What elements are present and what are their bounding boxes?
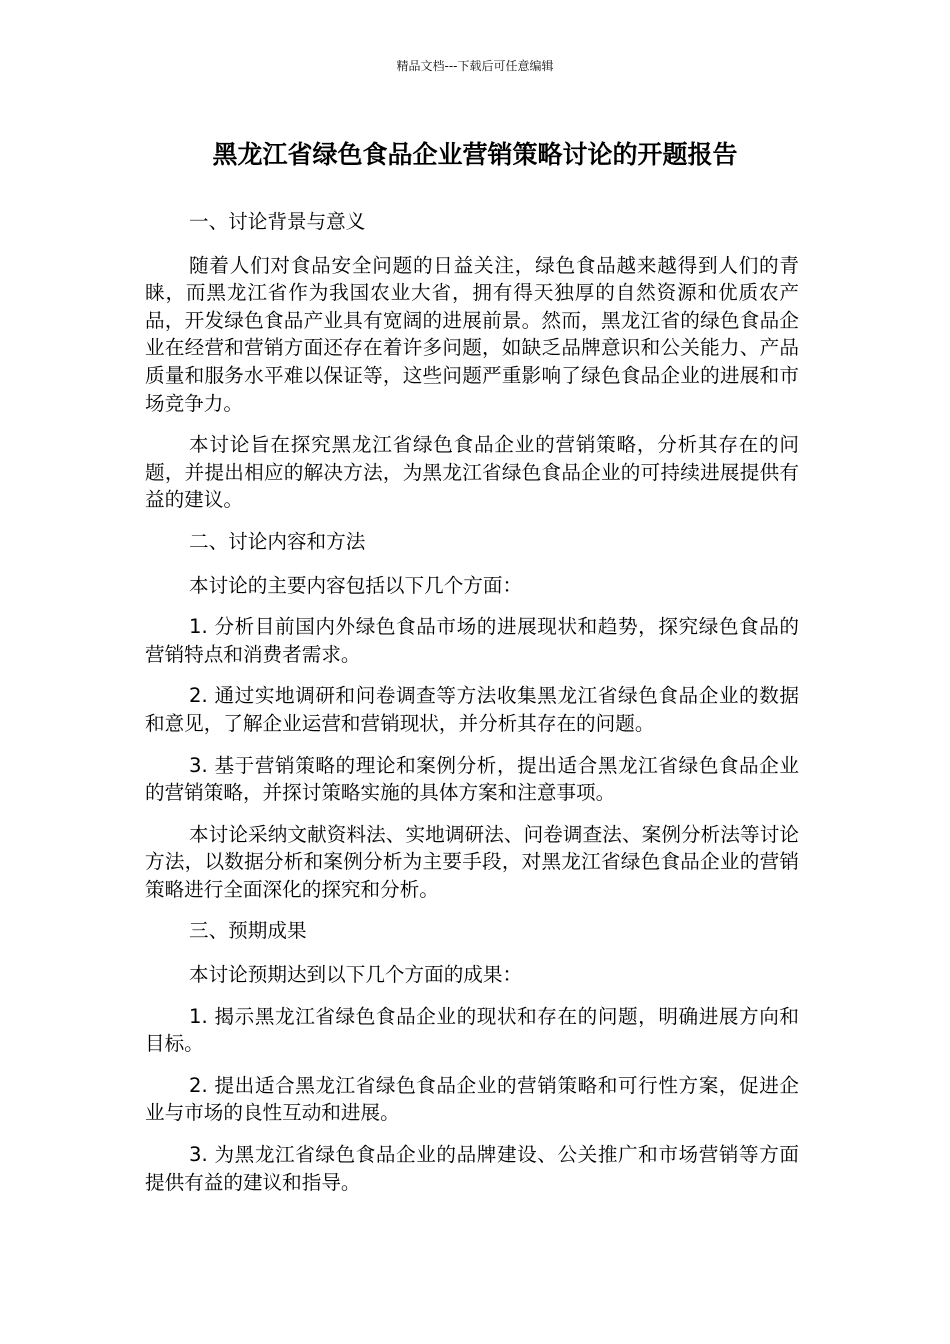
list-item-result-2: 2. 提出适合黑龙江省绿色食品企业的营销策略和可行性方案，促进企业与市场的良性互动和进展。 — [145, 1073, 799, 1125]
document-body — [145, 208, 799, 1210]
list-item-content-1: 1. 分析目前国内外绿色食品市场的进展现状和趋势，探究绿色食品的营销特点和消费者需求。 — [145, 615, 799, 666]
section-heading-background: 一、讨论背景与意义 — [189, 210, 366, 233]
paragraph-results-intro: 本讨论预期达到以下几个方面的成果： — [189, 963, 523, 987]
list-item-result-1: 1. 揭示黑龙江省绿色食品企业的现状和存在的问题，明确进展方向和目标。 — [145, 1004, 799, 1056]
header-note: 精品文档---下载后可任意编辑 — [396, 59, 554, 73]
section-heading-content-method: 二、讨论内容和方法 — [189, 529, 366, 553]
paragraph-content-intro: 本讨论的主要内容包括以下几个方面： — [189, 573, 523, 597]
section-heading-expected-results: 三、预期成果 — [189, 919, 307, 943]
paragraph-methods: 本讨论采纳文献资料法、实地调研法、问卷调查法、案例分析法等讨论方法，以数据分析和案例分析为主要手段，对黑龙江省绿色食品企业的营销策略进行全面深化的探究和分析。 — [145, 822, 799, 901]
paragraph-background: 随着人们对食品安全问题的日益关注，绿色食品越来越得到人们的青睐，而黑龙江省作为我国农业大省，拥有得天独厚的自然资源和优质农产品，开发绿色食品产业具有宽阔的进展前景。然而，黑龙江省的绿色食品企业在经营和营销方面还存在着许多问题，如缺乏品牌意识和公关能力、产品质量和服务水平难以保证等，这些问题严重影响了绿色食品企业的进展和市场竞争力。 — [145, 253, 799, 415]
list-item-result-3: 3. 为黑龙江省绿色食品企业的品牌建设、公关推广和市场营销等方面提供有益的建议和指导。 — [145, 1143, 799, 1194]
document-title: 黑龙江省绿色食品企业营销策略讨论的开题报告 — [212, 140, 738, 169]
list-item-content-3: 3. 基于营销策略的理论和案例分析，提出适合黑龙江省绿色食品企业的营销策略，并探讨策略实施的具体方案和注意事项。 — [145, 753, 799, 805]
paragraph-purpose: 本讨论旨在探究黑龙江省绿色食品企业的营销策略，分析其存在的问题，并提出相应的解决方法，为黑龙江省绿色食品企业的可持续进展提供有益的建议。 — [145, 433, 799, 512]
list-item-content-2: 2. 通过实地调研和问卷调查等方法收集黑龙江省绿色食品企业的数据和意见，了解企业运营和营销现状，并分析其存在的问题。 — [145, 684, 799, 735]
